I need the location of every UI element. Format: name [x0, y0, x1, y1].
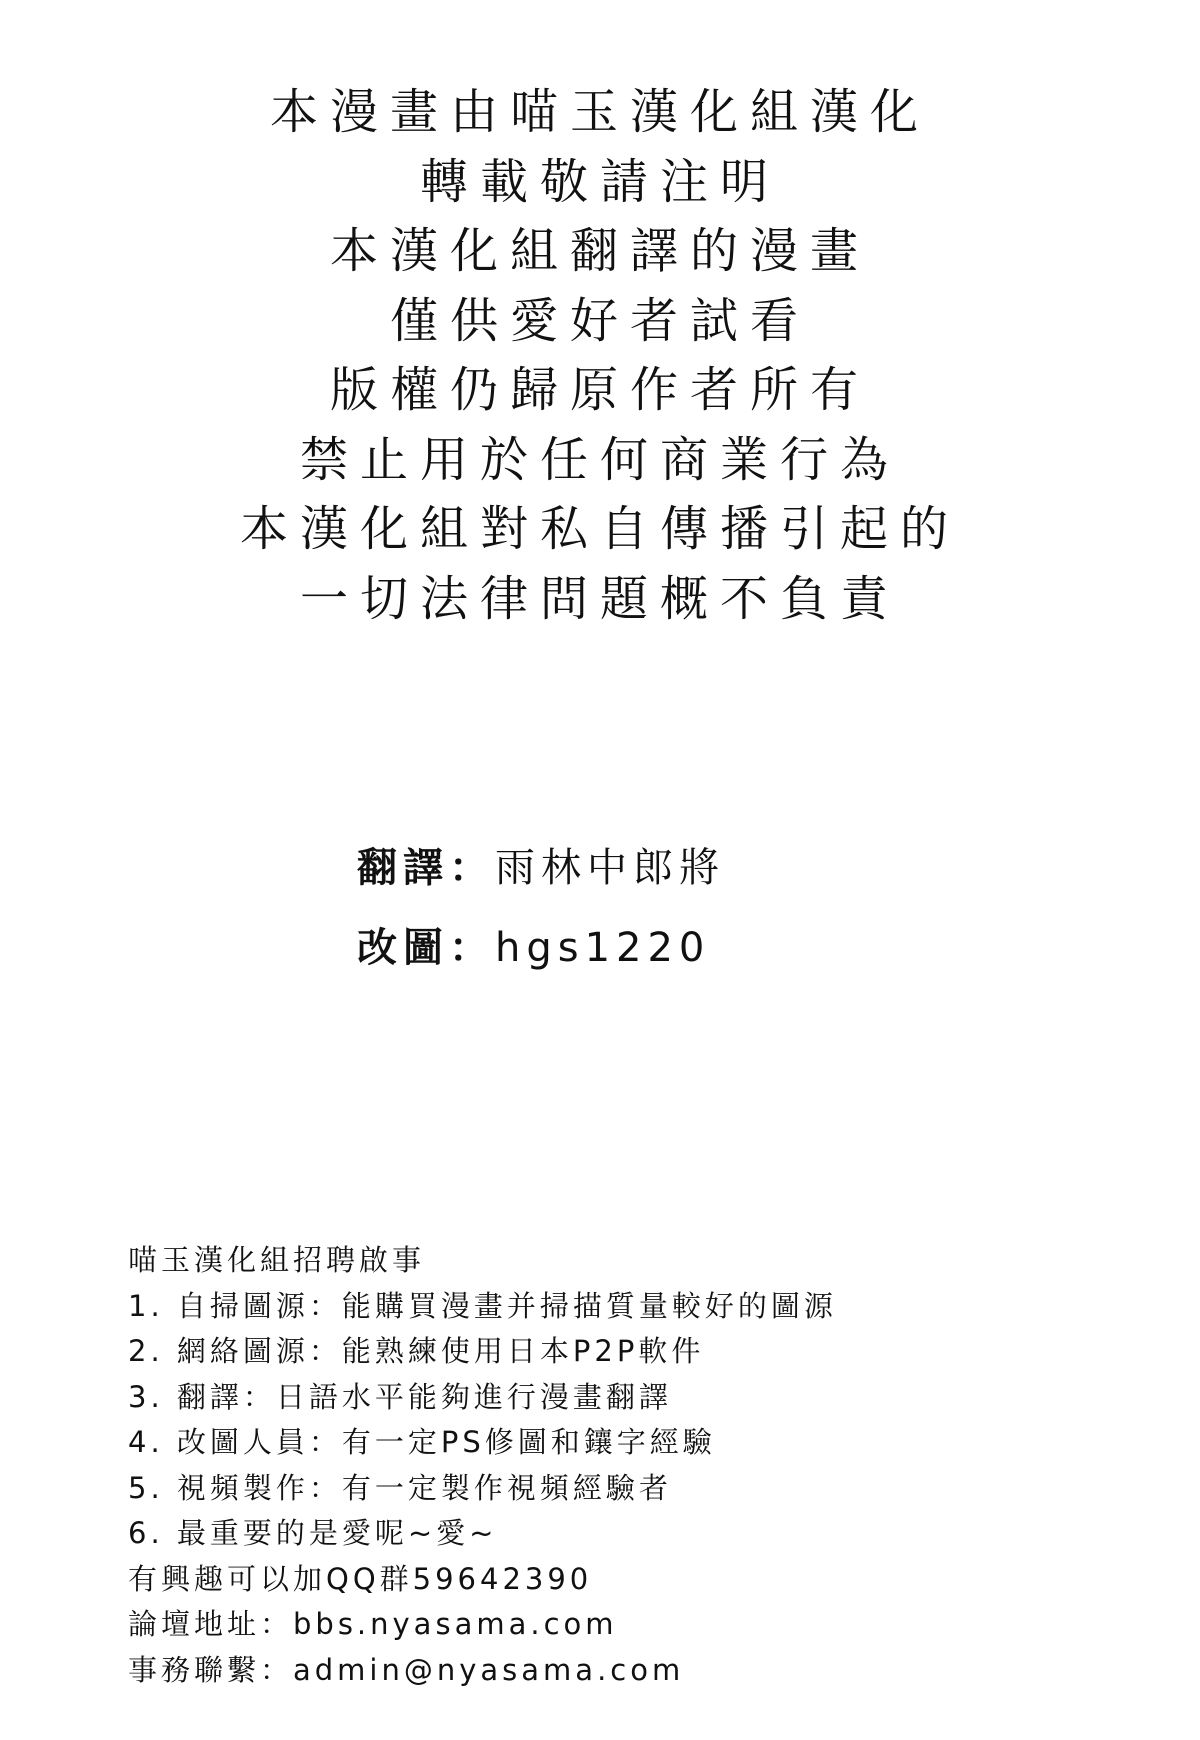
translation-label: 翻譯： — [357, 845, 495, 891]
disclaimer-notice — [0, 78, 1200, 634]
notice-line: 版權仍歸原作者所有 — [329, 362, 870, 418]
contact-email: 事務聯繫：admin@nyasama.com — [128, 1652, 685, 1687]
recruitment-notice — [128, 1238, 837, 1693]
editor-name: hgs1220 — [495, 925, 711, 971]
recruit-item: 1. 自掃圖源：能購買漫畫并掃描質量較好的圖源 — [128, 1288, 837, 1323]
notice-line: 本漫畫由喵玉漢化組漢化 — [269, 84, 930, 140]
recruit-item: 2. 網絡圖源：能熟練使用日本P2P軟件 — [128, 1334, 705, 1368]
recruit-item: 6. 最重要的是愛呢~愛~ — [128, 1516, 498, 1550]
translator-name: 雨林中郎將 — [495, 845, 725, 891]
recruit-item: 4. 改圖人員：有一定PS修圖和鑲字經驗 — [128, 1425, 716, 1459]
notice-line: 本漢化組對私自傳播引起的 — [239, 501, 960, 557]
notice-line: 僅供愛好者試看 — [389, 292, 810, 349]
notice-line: 轉載敬請注明 — [419, 153, 780, 210]
qq-group-info: 有興趣可以加QQ群59642390 — [128, 1561, 593, 1596]
notice-line: 禁止用於任何商業行為 — [299, 431, 900, 488]
recruit-item: 3. 翻譯：日語水平能夠進行漫畫翻譯 — [128, 1379, 672, 1414]
forum-address: 論壇地址：bbs.nyasama.com — [128, 1607, 618, 1641]
recruit-item: 5. 視頻製作：有一定製作視頻經驗者 — [128, 1470, 672, 1505]
staff-credits — [357, 828, 725, 988]
recruit-title: 喵玉漢化組招聘啟事 — [128, 1243, 426, 1277]
editing-credit — [357, 908, 725, 988]
notice-line: 本漢化組翻譯的漫畫 — [329, 223, 870, 279]
translation-credit — [357, 828, 725, 908]
editing-label: 改圖： — [357, 925, 495, 971]
notice-line: 一切法律問題概不負責 — [299, 570, 900, 627]
